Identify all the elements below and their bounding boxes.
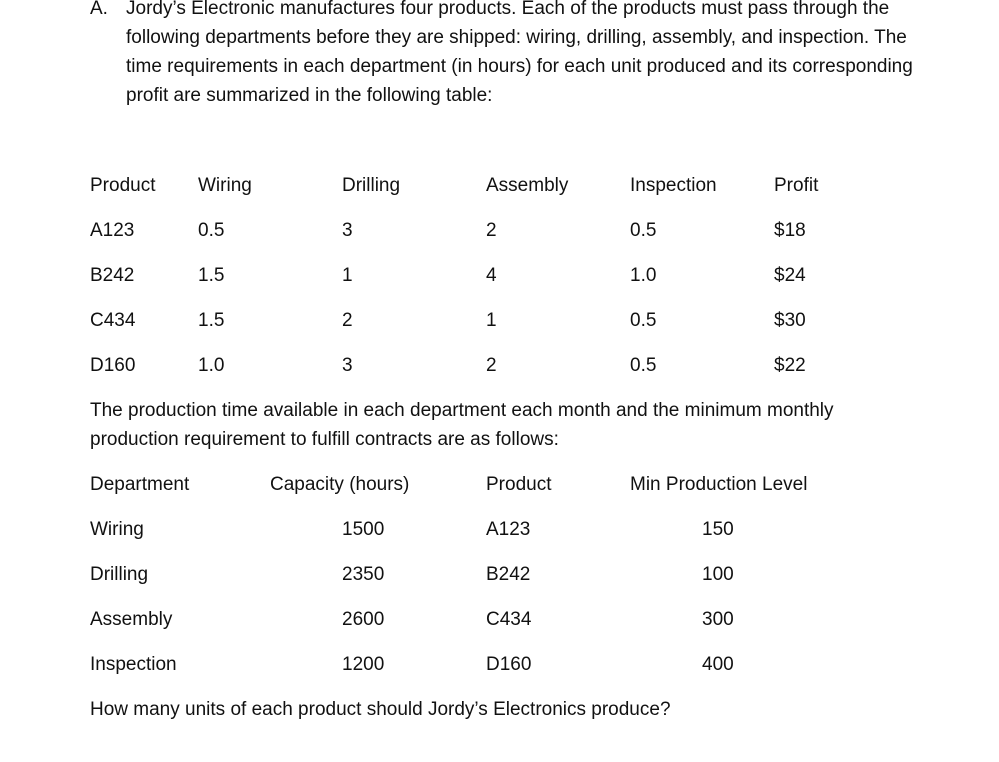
table-cell: 1 [486, 310, 497, 331]
paragraph-line: The production time available in each department each month and the minimum monthly [90, 400, 834, 421]
table-cell: $22 [774, 355, 806, 376]
header-product: Product [90, 175, 156, 196]
table-cell: 1.0 [198, 355, 225, 376]
table-cell: B242 [90, 265, 135, 286]
table-cell: Assembly [90, 609, 173, 630]
table-cell: D160 [486, 654, 532, 675]
table-cell: 0.5 [630, 355, 657, 376]
table-cell: C434 [486, 609, 532, 630]
paragraph-line: production requirement to fulfill contracts are as follows: [90, 429, 559, 450]
table-cell: 1500 [342, 519, 385, 540]
table-cell: C434 [90, 310, 136, 331]
header-assembly: Assembly [486, 175, 569, 196]
item-marker: A. [90, 0, 108, 19]
header-inspection: Inspection [630, 175, 717, 196]
table-cell: Wiring [90, 519, 144, 540]
table-cell: 0.5 [198, 220, 225, 241]
intro-line: time requirements in each department (in hours) for each unit produced and its corresponding [126, 56, 913, 77]
table-cell: Inspection [90, 654, 177, 675]
table-cell: 0.5 [630, 310, 657, 331]
table-cell: 2600 [342, 609, 385, 630]
table-cell: $18 [774, 220, 806, 241]
table-cell: 3 [342, 220, 353, 241]
table-cell: 1.5 [198, 265, 225, 286]
table-cell: $24 [774, 265, 806, 286]
header-drilling: Drilling [342, 175, 401, 196]
table-cell: A123 [90, 220, 135, 241]
table-cell: $30 [774, 310, 806, 331]
table-cell: A123 [486, 519, 531, 540]
table-cell: 2 [486, 355, 497, 376]
table-cell: 2350 [342, 564, 385, 585]
header-product: Product [486, 474, 552, 495]
table-cell: 2 [486, 220, 497, 241]
table-cell: 100 [702, 564, 734, 585]
table-cell: 0.5 [630, 220, 657, 241]
table-cell: 1200 [342, 654, 385, 675]
table-cell: 150 [702, 519, 734, 540]
intro-line: profit are summarized in the following table: [126, 85, 493, 106]
header-min-production: Min Production Level [630, 474, 808, 495]
table-cell: 3 [342, 355, 353, 376]
table-cell: B242 [486, 564, 531, 585]
table-cell: 1 [342, 265, 353, 286]
header-wiring: Wiring [198, 175, 252, 196]
header-profit: Profit [774, 175, 819, 196]
table-cell: 300 [702, 609, 734, 630]
header-department: Department [90, 474, 190, 495]
table-cell: D160 [90, 355, 136, 376]
table-cell: Drilling [90, 564, 149, 585]
table-cell: 4 [486, 265, 497, 286]
table-cell: 2 [342, 310, 353, 331]
intro-line: following departments before they are shipped: wiring, drilling, assembly, and inspection. The [126, 27, 907, 48]
question-text: How many units of each product should Jordy’s Electronics produce? [90, 699, 671, 720]
table-cell: 400 [702, 654, 734, 675]
intro-line: Jordy’s Electronic manufactures four products. Each of the products must pass through the [126, 0, 890, 19]
table-cell: 1.0 [630, 265, 657, 286]
header-capacity: Capacity (hours) [270, 474, 410, 495]
table-cell: 1.5 [198, 310, 225, 331]
